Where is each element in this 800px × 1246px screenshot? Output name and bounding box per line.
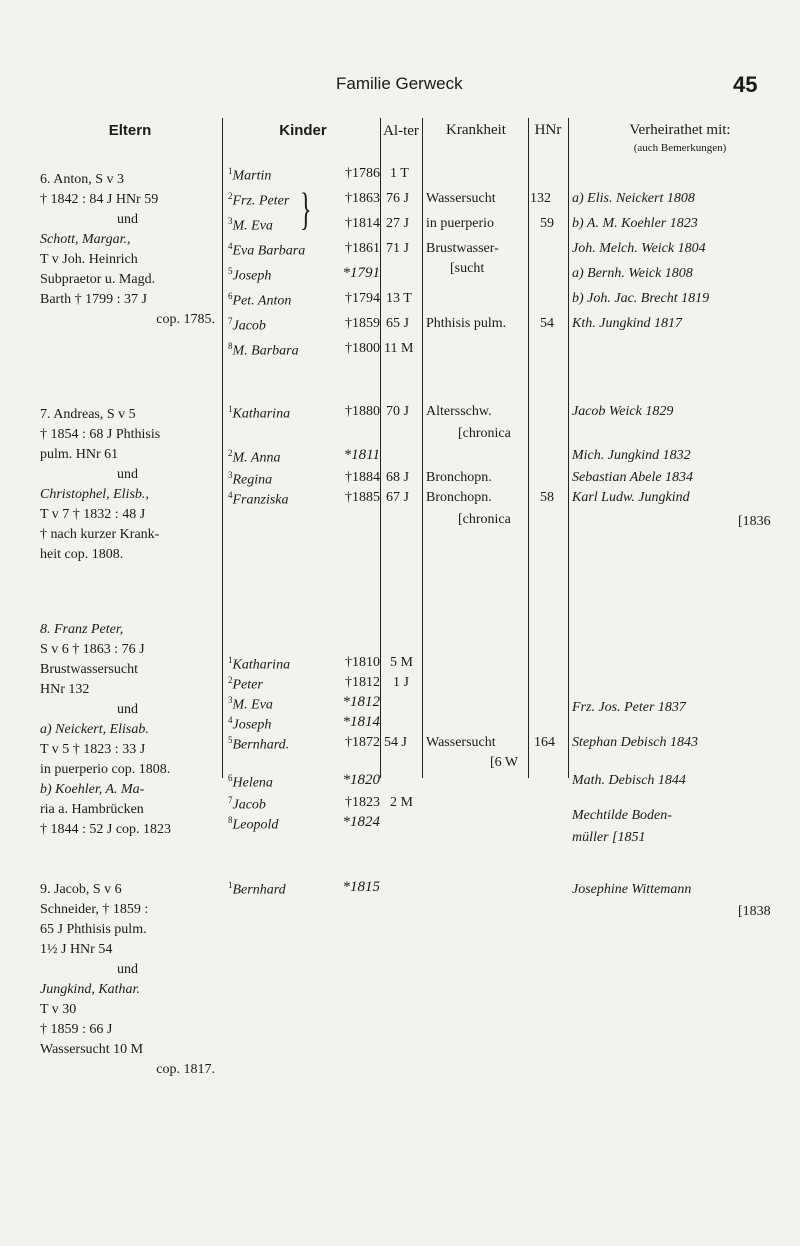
child-name: $^2$M. Anna (228, 448, 281, 466)
child-hnr: 164 (534, 735, 555, 750)
column-divider (380, 118, 381, 778)
parent-line: ria a. Hambrücken (40, 802, 144, 817)
parent-line: Schneider, † 1859 : (40, 902, 149, 917)
parent-line: † 1859 : 66 J (40, 1022, 113, 1037)
child-disease: [sucht (450, 261, 485, 276)
child-date: †1880 (345, 404, 380, 419)
child-age: 13 T (386, 291, 412, 306)
child-disease: in puerperio (426, 216, 495, 231)
child-age: 76 J (386, 191, 409, 206)
parent-line: Wassersucht 10 M (40, 1042, 144, 1057)
parent-line: T v 5 † 1823 : 33 J (40, 742, 146, 757)
column-header-age: Al-ter (383, 123, 419, 139)
child-disease: Wassersucht (426, 191, 496, 206)
child-date: †1810 (345, 655, 380, 670)
parent-line: † 1854 : 68 J Phthisis (40, 427, 161, 442)
child-disease: Wassersucht (426, 735, 496, 750)
child-name: $^4$Franziska (228, 490, 289, 508)
parent-line: Schott, Margar., (40, 232, 131, 247)
child-married: a) Elis. Neickert 1808 (572, 191, 695, 206)
parent-line: in puerperio cop. 1808. (40, 762, 171, 777)
child-age: 70 J (386, 404, 409, 419)
child-name: $^6$Helena (228, 773, 273, 791)
child-name: $^7$Jacob (228, 316, 266, 334)
parent-line: Barth † 1799 : 37 J (40, 292, 147, 307)
child-date: †1863 (345, 191, 380, 206)
parent-line: und (117, 962, 138, 977)
child-date: †1885 (345, 490, 380, 505)
child-date: †1812 (345, 675, 380, 690)
parent-line: cop. 1817. (156, 1062, 215, 1077)
child-age: 68 J (386, 470, 409, 485)
parent-line: 6. Anton, S v 3 (40, 172, 125, 187)
parent-line: HNr 132 (40, 682, 90, 697)
child-date: †1872 (345, 735, 380, 750)
child-married: Mich. Jungkind 1832 (572, 448, 691, 463)
child-married: [1836 (738, 514, 771, 529)
parent-line: 1½ J HNr 54 (40, 942, 113, 957)
child-disease: [chronica (458, 426, 511, 441)
parent-line: Subpraetor u. Magd. (40, 272, 156, 287)
parent-line: 9. Jacob, S v 6 (40, 882, 122, 897)
column-header-hnr: HNr (534, 122, 562, 138)
column-divider (422, 118, 423, 778)
child-married: müller [1851 (572, 830, 646, 845)
child-age: 54 J (384, 735, 407, 750)
column-header-children: Kinder (279, 122, 327, 139)
child-married: b) Joh. Jac. Brecht 1819 (572, 291, 710, 306)
parent-entry (40, 620, 215, 840)
parent-line: T v 30 (40, 1002, 77, 1017)
child-date: †1786 (345, 166, 380, 181)
child-married: b) A. M. Koehler 1823 (572, 216, 698, 231)
parent-line: heit cop. 1808. (40, 547, 124, 562)
child-married: Joh. Melch. Weick 1804 (572, 241, 706, 256)
child-married: [1838 (738, 904, 771, 919)
child-date: *1820 (342, 772, 380, 788)
child-date: †1800 (345, 341, 380, 356)
parent-line: Christophel, Elisb., (40, 487, 149, 502)
brace-icon: } (300, 186, 312, 236)
column-header-parents: Eltern (108, 122, 152, 139)
child-name: $^5$Bernhard. (228, 735, 290, 753)
child-name: $^3$Regina (228, 470, 273, 488)
child-date: *1812 (342, 694, 380, 710)
child-name: $^2$Peter (228, 675, 263, 693)
parent-line: T v Joh. Heinrich (40, 252, 138, 267)
child-age: 1 T (390, 166, 409, 181)
child-married: Mechtilde Boden- (572, 808, 672, 823)
parent-line: † 1842 : 84 J HNr 59 (40, 192, 159, 207)
child-date: *1815 (342, 879, 380, 895)
parent-line: pulm. HNr 61 (40, 447, 119, 462)
child-age: 2 M (390, 795, 413, 810)
child-disease: Brustwasser- (426, 241, 499, 256)
parent-line: † 1844 : 52 J cop. 1823 (40, 822, 172, 837)
parent-line: und (117, 467, 138, 482)
child-date: †1814 (345, 216, 380, 231)
child-name: $^1$Katharina (228, 655, 291, 673)
child-age: 71 J (386, 241, 409, 256)
parent-line: 65 J Phthisis pulm. (40, 922, 147, 937)
parent-line: T v 7 † 1832 : 48 J (40, 507, 146, 522)
child-name: $^4$Eva Barbara (228, 241, 306, 259)
child-age: 65 J (386, 316, 409, 331)
child-disease: Bronchopn. (426, 470, 492, 485)
child-date: *1811 (343, 447, 380, 463)
child-age: 67 J (386, 490, 409, 505)
child-hnr: 58 (540, 490, 554, 505)
page-title: Familie Gerweck (336, 74, 463, 93)
column-header-married: Verheirathet mit: (629, 122, 731, 138)
column-divider (568, 118, 569, 778)
child-date: *1824 (342, 814, 380, 830)
child-age: 11 M (384, 341, 414, 356)
child-date: †1861 (345, 241, 380, 256)
child-married: Josephine Wittemann (572, 882, 692, 897)
parent-line: und (117, 212, 138, 227)
child-age: 27 J (386, 216, 409, 231)
column-header-disease: Krankheit (446, 122, 506, 138)
parent-line: a) Neickert, Elisab. (40, 722, 149, 737)
child-date: †1884 (345, 470, 380, 485)
child-name: $^1$Martin (228, 166, 272, 184)
parent-line: Brustwassersucht (40, 662, 138, 677)
parent-line: und (117, 702, 138, 717)
parent-line: Jungkind, Kathar. (40, 982, 140, 997)
child-married: Frz. Jos. Peter 1837 (572, 700, 686, 715)
column-divider (222, 118, 223, 778)
parent-line: b) Koehler, A. Ma- (40, 782, 145, 797)
child-age: 5 M (390, 655, 413, 670)
child-hnr: 54 (540, 316, 554, 331)
child-age: 1 J (393, 675, 409, 690)
parent-entry (40, 880, 215, 1080)
parent-entry (40, 405, 215, 565)
parent-line: 7. Andreas, S v 5 (40, 407, 136, 422)
column-header-married-note: (auch Bemerkungen) (633, 142, 727, 154)
child-married: Karl Ludw. Jungkind (572, 490, 690, 505)
child-name: $^3$M. Eva (228, 695, 273, 713)
child-name: $^1$Katharina (228, 404, 291, 422)
child-name: $^8$Leopold (228, 815, 279, 833)
child-married: Stephan Debisch 1843 (572, 735, 698, 750)
child-disease: Phthisis pulm. (426, 316, 507, 331)
child-disease: [6 W (490, 755, 519, 770)
parent-line: 8. Franz Peter, (40, 622, 124, 637)
child-married: Math. Debisch 1844 (572, 773, 686, 788)
child-date: †1859 (345, 316, 380, 331)
child-date: †1823 (345, 795, 380, 810)
child-disease: [chronica (458, 512, 511, 527)
child-name: $^5$Joseph (228, 266, 272, 284)
child-name: $^6$Pet. Anton (228, 291, 292, 309)
parent-line: † nach kurzer Krank- (40, 527, 160, 542)
child-married: Kth. Jungkind 1817 (572, 316, 683, 331)
page-number: 45 (733, 72, 758, 97)
child-name: $^2$Frz. Peter (228, 191, 290, 209)
parent-line: cop. 1785. (156, 312, 215, 327)
child-married: a) Bernh. Weick 1808 (572, 266, 693, 281)
child-married: Jacob Weick 1829 (572, 404, 674, 419)
child-hnr: 59 (540, 216, 554, 231)
child-name: $^3$M. Eva (228, 216, 273, 234)
child-disease: Altersschw. (426, 404, 492, 419)
child-hnr: 132 (530, 191, 551, 206)
child-name: $^4$Joseph (228, 715, 272, 733)
child-name: $^7$Jacob (228, 795, 266, 813)
child-name: $^8$M. Barbara (228, 341, 299, 359)
child-disease: Bronchopn. (426, 490, 492, 505)
child-name: $^1$Bernhard (228, 880, 286, 898)
parent-line: S v 6 † 1863 : 76 J (40, 642, 145, 657)
parent-entry (40, 170, 215, 330)
child-date: *1814 (342, 714, 380, 730)
child-married: Sebastian Abele 1834 (572, 470, 694, 485)
child-date: †1794 (345, 291, 380, 306)
child-date: *1791 (342, 265, 380, 281)
column-divider (528, 118, 529, 778)
